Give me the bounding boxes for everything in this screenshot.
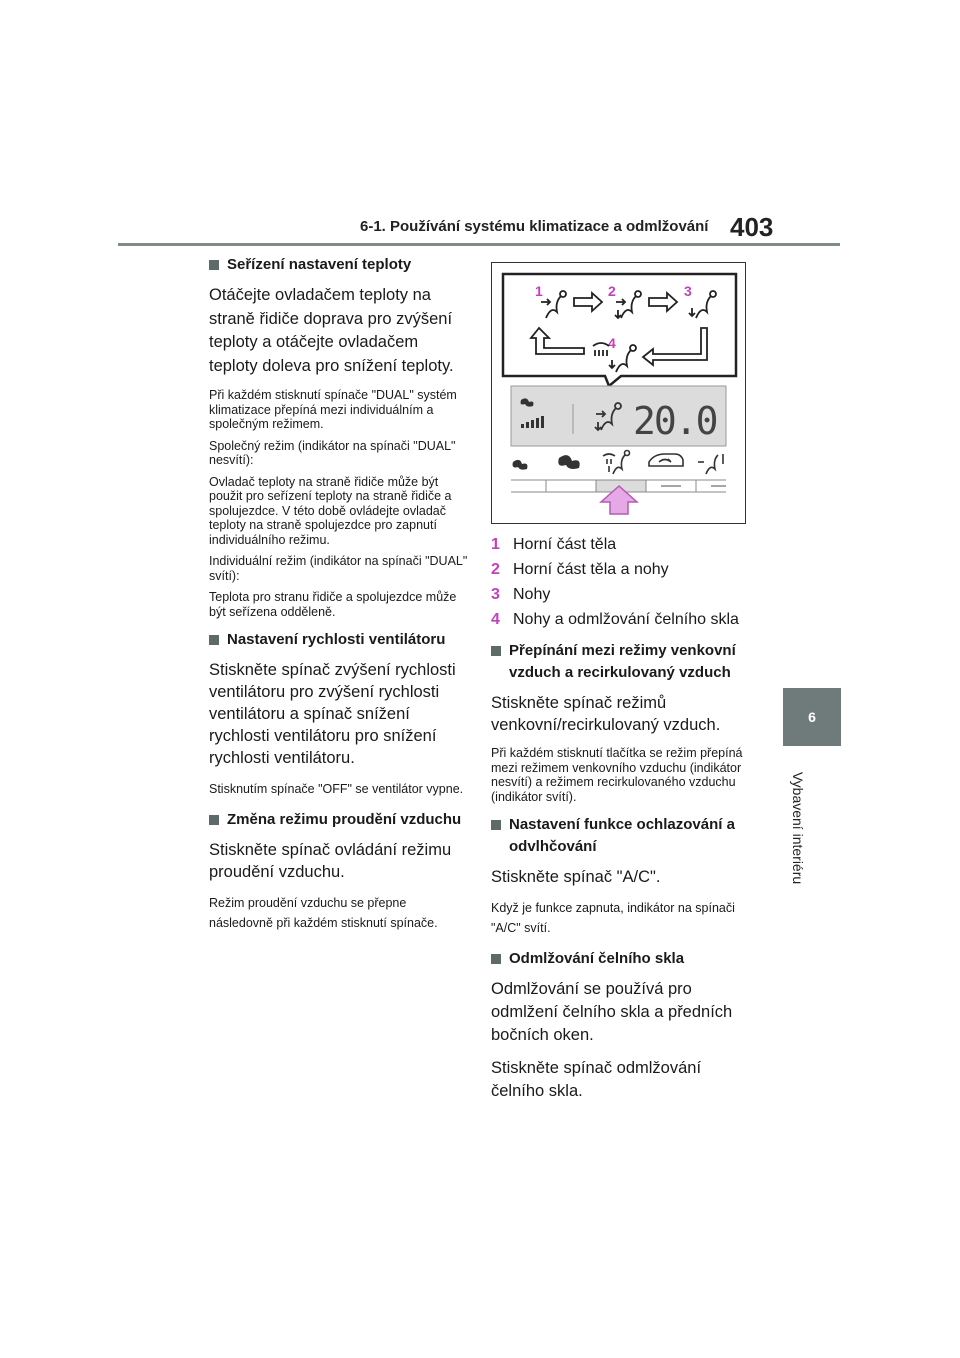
bullet-square-icon <box>209 815 219 825</box>
individual-mode-label: Individuální režim (indikátor na spínači "DUAL" svítí): <box>209 554 468 583</box>
recirc-body: Stiskněte spínač režimů venkovní/recirkulovaný vzduch. <box>491 694 721 734</box>
climate-panel-figure <box>491 262 746 524</box>
bullet-square-icon <box>491 954 501 964</box>
bullet-square-icon <box>491 820 501 830</box>
section-title: 6-1. Používání systému klimatizace a odmlžování <box>360 218 709 235</box>
bullet-square-icon <box>491 646 501 656</box>
common-mode-detail: Ovladač teploty na straně řidiče může být použit pro seřízení teploty na straně řidiče a spolujezdce. V této době ovládejte ovladač teploty na straně spolujezdce pro zapnutí individuálního režimu. <box>209 474 452 547</box>
right-column <box>491 254 753 1113</box>
temperature-body: Otáčejte ovladačem teploty na straně řidiče doprava pro zvýšení teploty a otáčejte ovladačem teploty doleva pro snížení teploty. <box>209 286 454 375</box>
list-item: 4 Nohy a odmlžování čelního skla <box>491 611 739 628</box>
airflow-heading: Změna režimu proudění vzduchu <box>209 809 471 831</box>
callout-3: 3 <box>684 283 692 299</box>
ac-body: Stiskněte spínač "A/C". <box>491 868 661 886</box>
airflow-note: Režim proudění vzduchu se přepne následovně při každém stisknutí spínače. <box>209 896 438 930</box>
ac-heading: Nastavení funkce ochlazování a odvlhčování <box>491 814 753 858</box>
display-temperature: 20.0 <box>633 399 717 443</box>
common-mode-label: Společný režim (indikátor na spínači "DUAL" nesvítí): <box>209 438 456 467</box>
bullet-square-icon <box>209 260 219 270</box>
fan-heading: Nastavení rychlosti ventilátoru <box>209 629 471 651</box>
chapter-tab: 6 <box>783 688 841 746</box>
bullet-square-icon <box>209 635 219 645</box>
defog-heading: Odmlžování čelního skla <box>491 948 753 970</box>
header-divider <box>118 243 840 246</box>
individual-mode-detail: Teplota pro stranu řidiče a spolujezdce může být seřízena odděleně. <box>209 590 457 619</box>
left-column <box>209 254 471 943</box>
list-item: 1 Horní část těla <box>491 536 617 553</box>
airflow-mode-list <box>491 532 753 632</box>
defog-body-2: Stiskněte spínač odmlžování čelního skla. <box>491 1059 702 1100</box>
airflow-body: Stiskněte spínač ovládání režimu proudění vzduchu. <box>209 841 452 881</box>
chapter-title: Vybavení interiéru <box>790 771 806 885</box>
callout-4: 4 <box>608 335 616 351</box>
callout-2: 2 <box>608 283 616 299</box>
list-item: 3 Nohy <box>491 586 551 603</box>
recirc-heading: Přepínání mezi režimy venkovní vzduch a recirkulovaný vzduch <box>491 640 753 684</box>
dual-note: Při každém stisknutí spínače "DUAL" systém klimatizace přepíná mezi individuálním a společným režimem. <box>209 388 457 431</box>
callout-1: 1 <box>535 283 543 299</box>
ac-note: Když je funkce zapnuta, indikátor na spínači "A/C" svítí. <box>491 901 735 935</box>
fan-body: Stiskněte spínač zvýšení rychlosti ventilátoru pro zvýšení rychlosti ventilátoru a spínač snížení rychlosti ventilátoru pro snížení rychlosti ventilátoru. <box>209 661 456 767</box>
defog-body: Odmlžování se používá pro odmlžení čelního skla a předních bočních oken. <box>491 980 733 1044</box>
climate-panel-illustration <box>491 262 746 524</box>
chapter-title-vertical <box>770 758 826 898</box>
temperature-heading: Seřízení nastavení teploty <box>209 254 471 276</box>
list-item: 2 Horní část těla a nohy <box>491 561 669 578</box>
recirc-note: Při každém stisknutí tlačítka se režim přepíná mezi režimem venkovního vzduchu (indikátor nesvítí) a režimem recirkulovaného vzduchu (indikátor svítí). <box>491 746 743 804</box>
page-number: 403 <box>730 212 774 242</box>
fan-off-note: Stisknutím spínače "OFF" se ventilátor vypne. <box>209 782 464 796</box>
